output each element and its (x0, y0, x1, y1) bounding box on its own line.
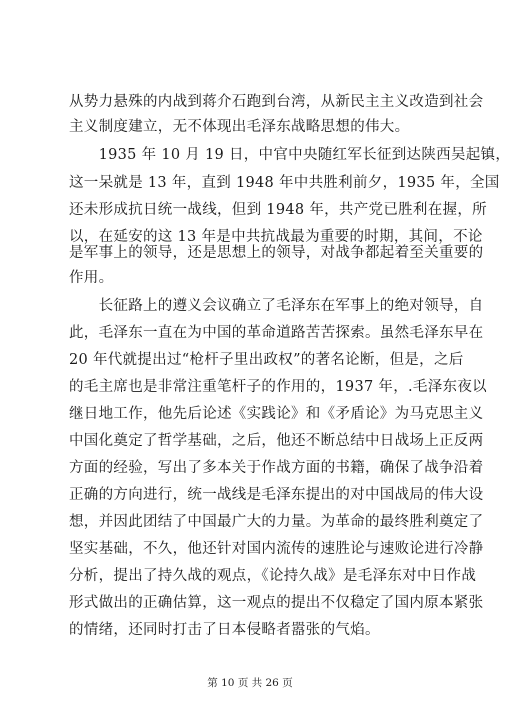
body-text-line: 以，在延安的这 13 年是中共抗战最为重要的时期，其间，不论 (69, 229, 483, 245)
body-text-line: 的情绪，还同时打击了日本侵略者嚣张的气焰。 (69, 622, 380, 638)
body-text-line: 1935 年 10 月 19 日，中官中央随红军长征到达陕西吴起镇， (69, 147, 510, 163)
body-text-line: 方面的经验，写出了多本关于作战方面的书籍，确保了战争沿着 (69, 460, 484, 476)
body-text-line: 形式做出的正确估算，这一观点的提出不仅稳定了国内原本紧张 (69, 595, 484, 611)
body-text-line: 是军事上的领导，还是思想上的领导，对战争都起着至关重要的 (69, 245, 484, 261)
body-text-line: 主义制度建立，无不体现出毛泽东战略思想的伟大。 (69, 119, 410, 135)
body-text-line: 分析，提出了持久战的观点，《论持久战》是毛泽东对中日作战 (69, 568, 477, 584)
body-text-line: 从势力悬殊的内战到蒋介石跑到台湾，从新民主主义改造到社会 (69, 94, 484, 110)
body-text-line: 想，并因此团结了中国最广大的力量。为革命的最终胜利奠定了 (69, 514, 484, 530)
body-text-line: 中国化奠定了哲学基础，之后，他还不断总结中日战场上正反两 (69, 433, 484, 449)
body-text-line: 作用。 (69, 270, 114, 286)
page-footer: 第 10 页 共 26 页 (207, 677, 293, 689)
body-text-line: 的毛主席也是非常注重笔杆子的作用的，1937 年，.毛泽东夜以 (69, 379, 487, 395)
body-text-line: 坚实基础，不久，他还针对国内流传的速胜论与速败论进行冷静 (69, 541, 484, 557)
body-text-line: 继日地工作，他先后论述《实践论》和《矛盾论》为马克思主义 (69, 406, 484, 422)
body-text-line: 20 年代就提出过“枪杆子里出政权”的著名论断，但是，之后 (69, 352, 464, 368)
body-text-line: 长征路上的遵义会议确立了毛泽东在军事上的绝对领导，自 (69, 298, 484, 314)
body-text-line: 此，毛泽东一直在为中国的革命道路苦苦探索。虽然毛泽东早在 (69, 325, 484, 341)
body-text-line: 这一呆就是 13 年，直到 1948 年中共胜利前夕，1935 年，全国 (69, 175, 500, 191)
body-text-line: 正确的方向进行，统一战线是毛泽东提出的对中国战局的伟大设 (69, 487, 484, 503)
body-text-line: 还未形成抗日统一战线，但到 1948 年，共产党已胜利在握，所 (69, 202, 487, 218)
